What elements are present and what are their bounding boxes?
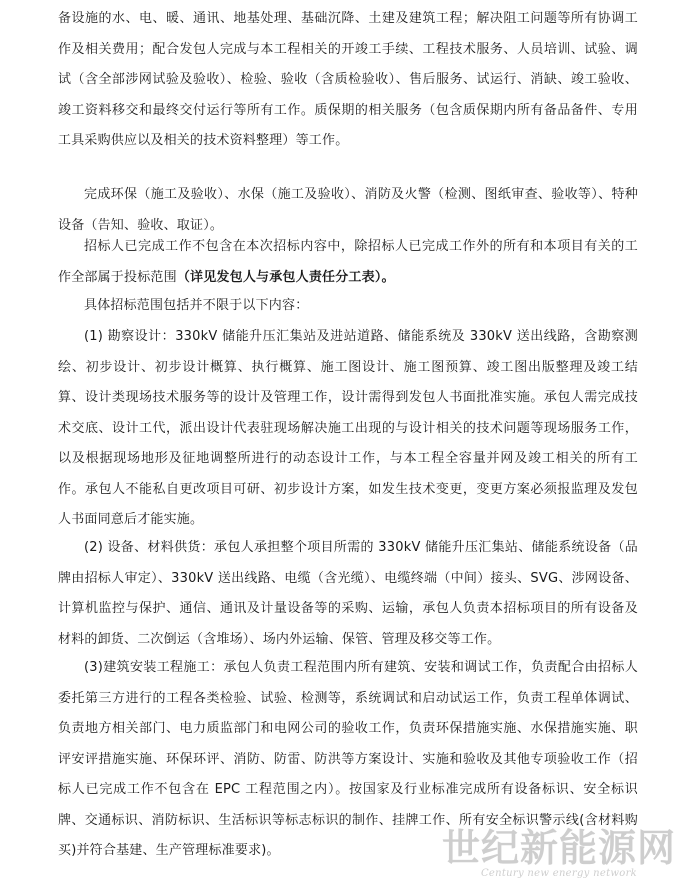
watermark-subtitle: Century new energy network (480, 868, 638, 879)
paragraph-equipment-supply: (2) 设备、材料供货：承包人承担整个项目所需的 330kV 储能升压汇集站、储能系统设备（品牌由招标人审定）、330kV 送出线路、电缆（含光缆）、电缆终端（中间）接头、SVG、涉网设备、计算机监控与保护、通信、通讯及计量设备等的采购、运输，承包人负责本招标项目的所有设备及材料的卸货、二次倒运（含堆场）、场内外运输、保管、管理及移交等工作。 (58, 540, 638, 647)
paragraph-scope-continued: 备设施的水、电、暖、通讯、地基处理、基础沉降、土建及建筑工程；解决阻工问题等所有协调工作及相关费用；配合发包人完成与本工程相关的开竣工手续、工程技术服务、人员培训、试验、调试（含全部涉网试验及验收）、检验、验收（含质检验收）、售后服务、试运行、消缺、竣工验收、竣工资料移交和最终交付运行等所有工作。质保期的相关服务（包含质保期内所有备品备件、专用工具采购供应以及相关的技术资料整理）等工作。 (58, 11, 638, 148)
watermark-title: 世纪新能源网 (441, 825, 676, 870)
paragraph-environmental-items: 完成环保（施工及验收）、水保（施工及验收）、消防及火警（检测、图纸审查、验收等）、特种设备（告知、验收、取证）。 (58, 187, 638, 233)
paragraph-construction-installation: (3)建筑安装工程施工：承包人负责工程范围内所有建筑、安装和调试工作，负责配合由招标人委托第三方进行的工程各类检验、试验、检测等，系统调试和启动试运工作，负责工程单体调试、负责地方相关部门、电力质监部门和电网公司的验收工作，负责环保措施实施、水保措施实施、职评安评措施实施、环保环评、消防、防雷、防洪等方案设计、实施和验收及其他专项验收工作（招标人已完成工作不包含在 EPC 工程范围之内）。按国家及行业标准完成所有设备标识、安全标识牌、交通标识、消防标识、生活标识等标志标识的制作、挂牌工作、所有安全标识警示线(含材料购买)并符合基建、生产管理标准要求)。 (58, 660, 638, 858)
paragraph-survey-design: (1) 勘察设计：330kV 储能升压汇集站及进站道路、储能系统及 330kV 送出线路，含勘察测绘、初步设计、初步设计概算、执行概算、施工图设计、施工图预算、竣工图出版整理及竣工结算、设计类现场技术服务等的设计及管理工作，设计需得到发包人书面批准实施。承包人需完成技术交底、设计工代，派出设计代表驻现场解决施工出现的与设计相关的技术问题等现场服务工作，以及根据现场地形及征地调整所进行的动态设计工作，与本工程全容量并网及竣工相关的所有工作。承包人不能私自更改项目可研、初步设计方案，如发生技术变更，变更方案必须报监理及发包人书面同意后才能实施。 (58, 329, 638, 527)
watermark-logo (441, 825, 676, 880)
paragraph-scope-intro: 具体招标范围包括并不限于以下内容： (84, 298, 309, 313)
bid-scope-text: 招标人已完成工作不包含在本次招标内容中，除招标人已完成工作外的所有和本项目有关的工作全部属于投标范围 (58, 239, 638, 285)
bid-scope-bold-note: （详见发包人与承包人责任分工表）。 (176, 269, 395, 285)
paragraph-bid-scope (58, 232, 638, 293)
